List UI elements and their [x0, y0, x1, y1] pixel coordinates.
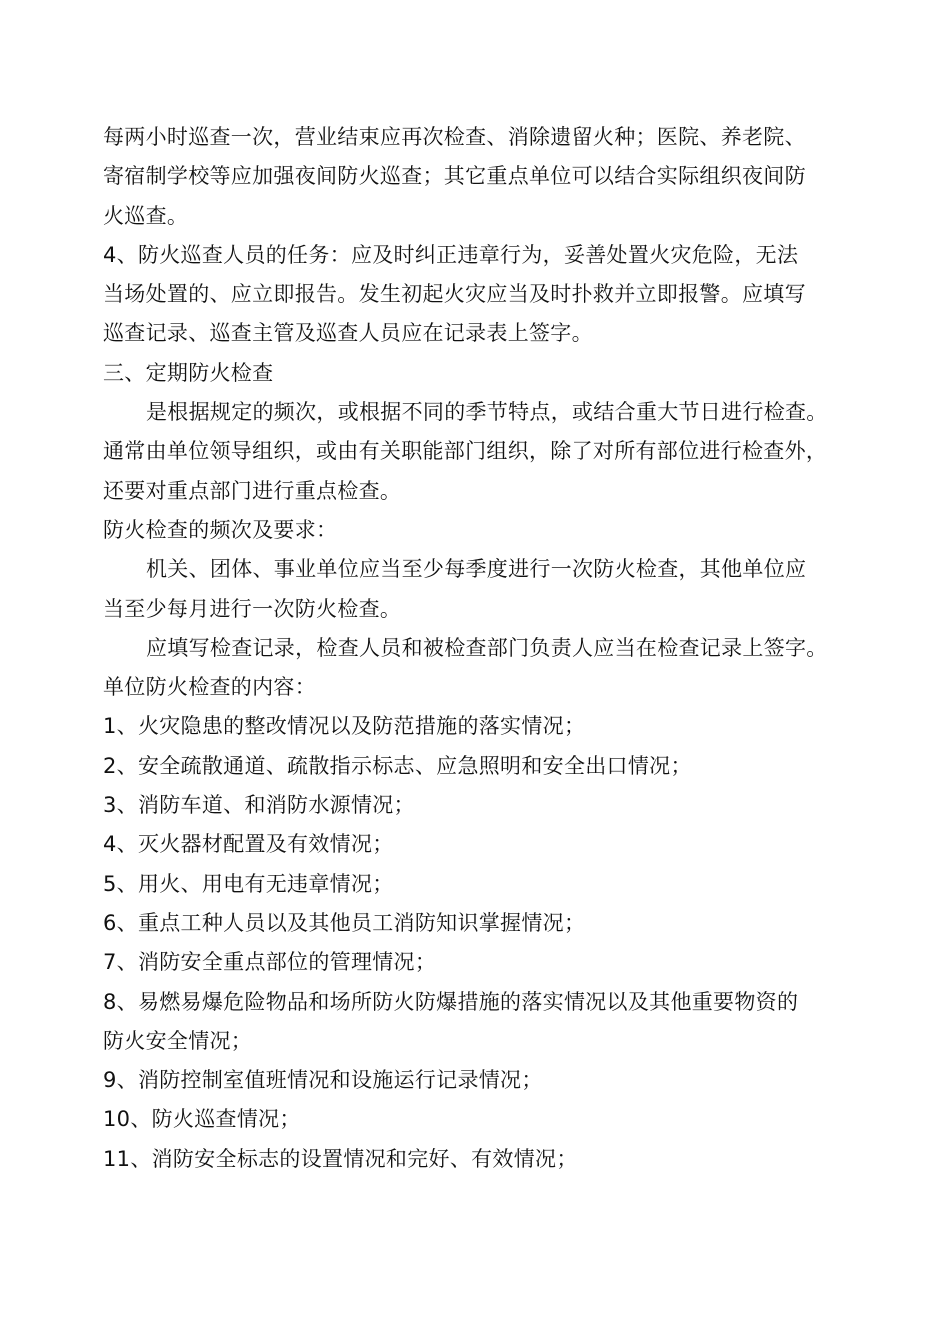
text-line: 巡查记录、巡查主管及巡查人员应在记录表上签字。 — [103, 321, 593, 346]
list-item: 9、消防控制室值班情况和设施运行记录情况； — [103, 1068, 543, 1093]
paragraph-start: 是根据规定的频次，或根据不同的季节特点，或结合重大节日进行检查。 — [146, 400, 828, 425]
paragraph-start: 机关、团体、事业单位应当至少每季度进行一次防火检查，其他单位应 — [146, 557, 807, 582]
list-item: 2、安全疏散通道、疏散指示标志、应急照明和安全出口情况； — [103, 753, 692, 778]
text-line: 还要对重点部门进行重点检查。 — [103, 478, 402, 503]
list-item: 10、防火巡查情况； — [103, 1107, 301, 1132]
section-heading: 三、定期防火检查 — [103, 360, 274, 385]
paragraph-start: 应填写检查记录，检查人员和被检查部门负责人应当在检查记录上签字。 — [146, 635, 828, 660]
list-item: 11、消防安全标志的设置情况和完好、有效情况； — [103, 1146, 578, 1171]
text-line: 每两小时巡查一次，营业结束应再次检查、消除遗留火种；医院、养老院、 — [103, 125, 806, 149]
list-item: 6、重点工种人员以及其他员工消防知识掌握情况； — [103, 910, 586, 935]
list-item: 5、用火、用电有无违章情况； — [103, 871, 394, 896]
list-item: 1、火灾隐患的整改情况以及防范措施的落实情况； — [103, 714, 586, 739]
text-line: 通常由单位领导组织，或由有关职能部门组织，除了对所有部位进行检查外， — [103, 439, 828, 464]
subheading: 防火检查的频次及要求： — [103, 517, 338, 542]
list-item: 4、灭火器材配置及有效情况； — [103, 832, 394, 857]
document-body — [103, 118, 863, 1179]
text-line: 防火安全情况； — [103, 1028, 253, 1053]
subheading: 单位防火检查的内容： — [103, 675, 316, 700]
text-line: 火巡查。 — [103, 203, 189, 228]
text-line: 当场处置的、应立即报告。发生初起火灾应当及时扑救并立即报警。应填写 — [103, 282, 806, 307]
text-line: 寄宿制学校等应加强夜间防火巡查；其它重点单位可以结合实际组织夜间防 — [103, 164, 806, 189]
list-item: 3、消防车道、和消防水源情况； — [103, 793, 415, 818]
list-item: 7、消防安全重点部位的管理情况； — [103, 950, 437, 975]
list-item: 8、易燃易爆危险物品和场所防火防爆措施的落实情况以及其他重要物资的 — [103, 989, 799, 1014]
list-item: 4、防火巡查人员的任务：应及时纠正违章行为，妥善处置火灾危险，无法 — [103, 242, 799, 267]
text-line: 当至少每月进行一次防火检查。 — [103, 596, 402, 621]
